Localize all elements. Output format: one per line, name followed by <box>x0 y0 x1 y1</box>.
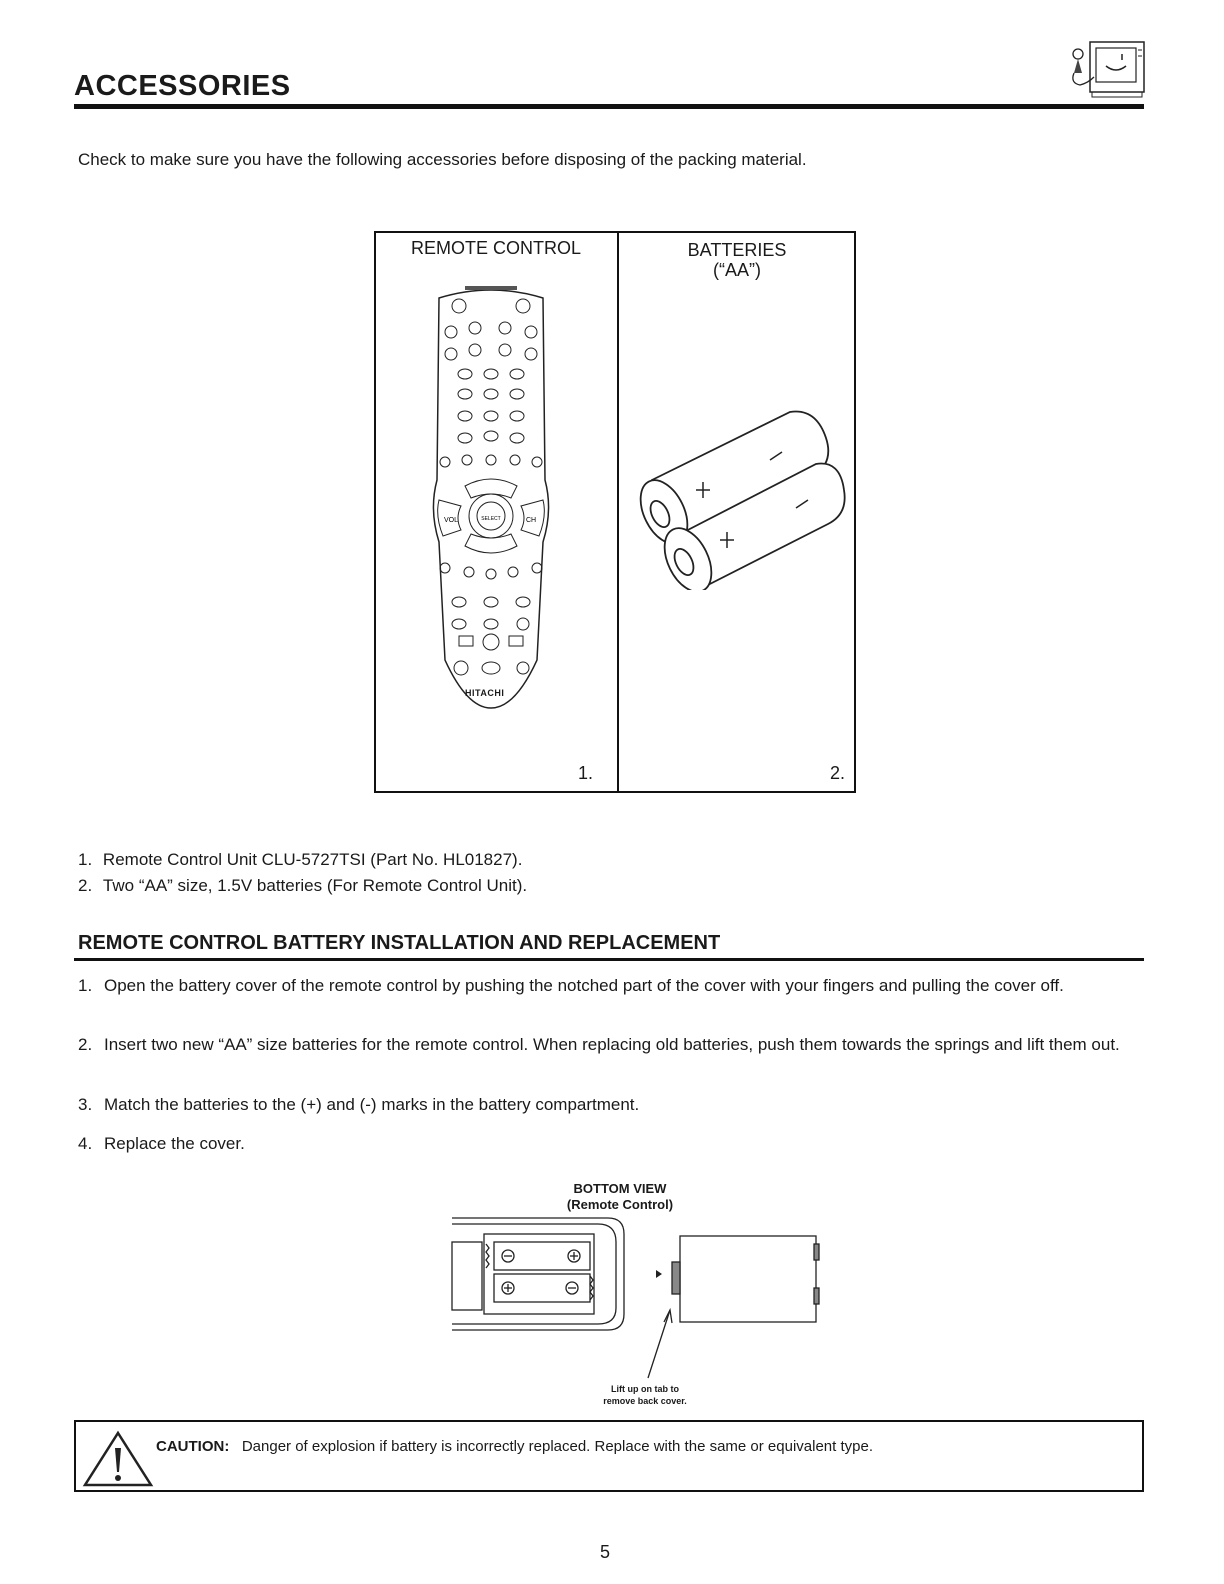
remote-brand-logo: HITACHI <box>465 688 505 698</box>
lift-tab-note-line2: remove back cover. <box>603 1396 687 1406</box>
item-number-2: 2. <box>830 763 846 783</box>
page-number: 5 <box>600 1542 611 1562</box>
intro-text: Check to make sure you have the following accessories before disposing of the packing material. <box>78 150 807 169</box>
list-item <box>78 876 527 896</box>
svg-text:SELECT: SELECT <box>481 516 501 522</box>
list-item <box>78 850 522 870</box>
caution-text <box>156 1438 873 1455</box>
remote-control-label: REMOTE CONTROL <box>410 238 581 258</box>
list-item-number: 2. <box>78 876 93 895</box>
list-item-number: 1. <box>78 850 93 869</box>
battery-compartment-diagram <box>448 1214 828 1384</box>
step-number: 2. <box>78 1035 93 1054</box>
section-heading: REMOTE CONTROL BATTERY INSTALLATION AND REPLACEMENT <box>78 932 721 954</box>
batteries-illustration <box>630 400 850 590</box>
caution-message: Danger of explosion if battery is incorrectly replaced. Replace with the same or equivalent type. <box>241 1438 874 1455</box>
bottom-view-title: BOTTOM VIEW <box>573 1181 667 1196</box>
step-text: Replace the cover. <box>104 1134 245 1153</box>
lift-tab-note-line1: Lift up on tab to <box>611 1384 679 1394</box>
list-item-text: Remote Control Unit CLU-5727TSI (Part No. HL01827). <box>102 850 523 869</box>
caution-label: CAUTION: <box>156 1438 230 1455</box>
section-rule <box>74 958 1144 961</box>
title-rule <box>74 104 1144 109</box>
step-text: Insert two new “AA” size batteries for the remote control. When replacing old batteries, push them towards the springs and lift them out. <box>104 1035 1120 1054</box>
warning-triangle-icon <box>82 1430 154 1488</box>
tv-mascot-icon <box>1062 36 1148 100</box>
list-item-text: Two “AA” size, 1.5V batteries (For Remote Control Unit). <box>102 876 528 895</box>
batteries-label-block <box>619 240 855 280</box>
remote-control-illustration <box>425 280 557 710</box>
step-number: 1. <box>78 976 93 995</box>
step-text: Open the battery cover of the remote control by pushing the notched part of the cover with your fingers and pulling the cover off. <box>104 976 1064 995</box>
step-number: 4. <box>78 1134 93 1153</box>
svg-text:CH: CH <box>525 517 537 524</box>
step-text: Match the batteries to the (+) and (-) marks in the battery compartment. <box>104 1095 640 1114</box>
caution-box <box>74 1420 1144 1492</box>
page-title: ACCESSORIES <box>74 70 291 102</box>
step-number: 3. <box>78 1095 93 1114</box>
batteries-sublabel: (“AA”) <box>713 260 761 280</box>
svg-text:VOL: VOL <box>443 517 459 524</box>
bottom-view-subtitle: (Remote Control) <box>566 1197 674 1212</box>
item-number-1: 1. <box>578 763 594 783</box>
table-divider <box>617 231 619 793</box>
accessories-list <box>78 850 978 900</box>
batteries-label: BATTERIES <box>687 240 787 260</box>
